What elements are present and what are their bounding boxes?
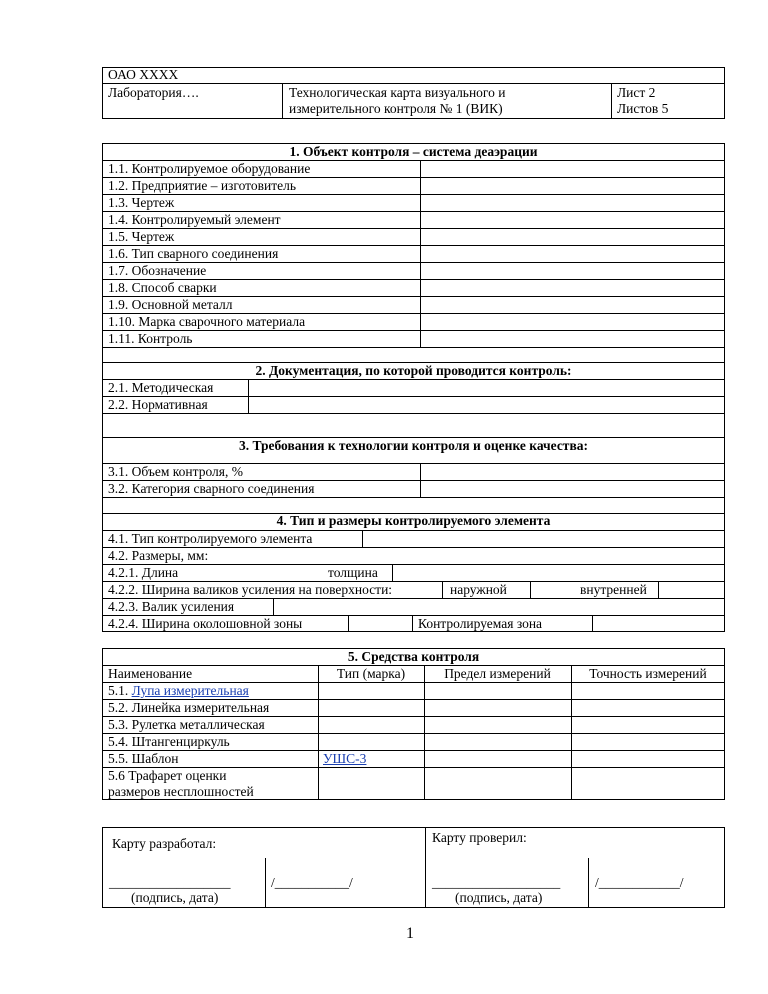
page-number: 1 xyxy=(406,925,414,942)
header-divider xyxy=(102,83,725,84)
tool-name: 5.1. xyxy=(108,683,132,698)
col-line xyxy=(392,564,393,581)
sign-caption-right: (подпись, дата) xyxy=(455,890,543,905)
sign-caption-left: (подпись, дата) xyxy=(131,890,219,905)
section1-title: 1. Объект контроля – система деаэрации xyxy=(289,144,538,159)
developed-label: Карту разработал: xyxy=(112,836,217,851)
col-line xyxy=(592,615,593,632)
tool-name: 5.2. Линейка измерительная xyxy=(108,700,270,715)
s4-type: 4.1. Тип контролируемого элемента xyxy=(108,531,313,546)
section3-col xyxy=(420,463,421,497)
row-line xyxy=(102,347,725,348)
section2-title: 2. Документация, по которой проводится контроль: xyxy=(255,363,572,378)
s1-item: 1.8. Способ сварки xyxy=(108,280,217,295)
row-line xyxy=(102,564,725,565)
lab-name: Лаборатория…. xyxy=(108,85,199,100)
s4-length: 4.2.1. Длина xyxy=(108,565,179,580)
header-col2 xyxy=(611,83,612,119)
col-header-name: Наименование xyxy=(108,666,193,681)
s4-control-zone: Контролируемая зона xyxy=(418,616,543,631)
col-line xyxy=(425,827,426,908)
s1-item: 1.10. Марка сварочного материала xyxy=(108,314,306,329)
row-line xyxy=(102,497,725,498)
s1-item: 1.5. Чертеж xyxy=(108,229,175,244)
col-line xyxy=(588,858,589,908)
section5-title: 5. Средства контроля xyxy=(347,649,480,664)
s1-item: 1.3. Чертеж xyxy=(108,195,175,210)
s4-reinf: 4.2.3. Валик усиления xyxy=(108,599,235,614)
s3-item: 3.2. Категория сварного соединения xyxy=(108,481,315,496)
slash-line-left: /___________/ xyxy=(271,875,353,890)
tool-name: 5.4. Штангенциркуль xyxy=(108,734,230,749)
table-row xyxy=(108,683,249,699)
s1-item: 1.11. Контроль xyxy=(108,331,193,346)
checked-label: Карту проверил: xyxy=(432,830,527,845)
section2-col xyxy=(248,379,249,413)
magnifier-link[interactable]: Лупа измерительная xyxy=(131,683,249,698)
tool-name: 5.6 Трафарет оценки xyxy=(108,768,227,783)
slash-line-right: /____________/ xyxy=(595,875,684,890)
col-line xyxy=(265,858,266,908)
s4-thickness: толщина xyxy=(328,565,378,580)
col-line xyxy=(362,530,363,547)
col-header-type: Тип (марка) xyxy=(336,666,406,681)
section1-col xyxy=(420,160,421,347)
row-line xyxy=(102,413,725,414)
tool-name: 5.5. Шаблон xyxy=(108,751,179,766)
s1-item: 1.2. Предприятие – изготовитель xyxy=(108,178,297,193)
col-line xyxy=(318,665,319,800)
col-line xyxy=(530,581,531,598)
s1-item: 1.4. Контролируемый элемент xyxy=(108,212,281,227)
col-line xyxy=(442,581,443,598)
row-line xyxy=(102,750,725,751)
sheets-total: Листов 5 xyxy=(617,101,669,116)
col-line xyxy=(348,615,349,632)
section4-title: 4. Тип и размеры контролируемого элемента xyxy=(276,513,551,528)
s2-item: 2.2. Нормативная xyxy=(108,397,208,412)
s1-item: 1.1. Контролируемое оборудование xyxy=(108,161,311,176)
col-line xyxy=(424,665,425,800)
col-header-accuracy: Точность измерений xyxy=(589,666,707,681)
row-line xyxy=(102,330,725,331)
s4-width-reinf: 4.2.2. Ширина валиков усиления на поверхности: xyxy=(108,582,393,597)
sheet-number: Лист 2 xyxy=(617,85,656,100)
row-line xyxy=(102,194,725,195)
col-line xyxy=(273,598,274,615)
org-name: ОАО XXXX xyxy=(108,67,179,82)
col-header-range: Предел измерений xyxy=(444,666,551,681)
s4-inner: внутренней xyxy=(580,582,647,597)
s3-item: 3.1. Объем контроля, % xyxy=(108,464,243,479)
s4-outer: наружной xyxy=(450,582,507,597)
s1-item: 1.6. Тип сварного соединения xyxy=(108,246,279,261)
col-line xyxy=(658,581,659,598)
s4-sizes: 4.2. Размеры, мм: xyxy=(108,548,209,563)
row-line xyxy=(102,228,725,229)
doc-title-line2: измерительного контроля № 1 (ВИК) xyxy=(289,101,503,116)
tool-name: 5.3. Рулетка металлическая xyxy=(108,717,265,732)
doc-title-line1: Технологическая карта визуального и xyxy=(289,85,506,100)
template-type-link[interactable]: УШС-3 xyxy=(323,751,367,766)
tool-name-cont: размеров несплошностей xyxy=(108,784,254,799)
col-line xyxy=(412,615,413,632)
header-col1 xyxy=(282,83,283,119)
s1-item: 1.7. Обозначение xyxy=(108,263,207,278)
s4-haz: 4.2.4. Ширина околошовной зоны xyxy=(108,616,303,631)
s2-item: 2.1. Методическая xyxy=(108,380,214,395)
section3-title: 3. Требования к технологии контроля и оценке качества: xyxy=(239,438,588,453)
sign-line-left: __________________ xyxy=(109,875,231,890)
s1-item: 1.9. Основной металл xyxy=(108,297,233,312)
sign-line-right: ___________________ xyxy=(432,875,561,890)
col-line xyxy=(571,665,572,800)
